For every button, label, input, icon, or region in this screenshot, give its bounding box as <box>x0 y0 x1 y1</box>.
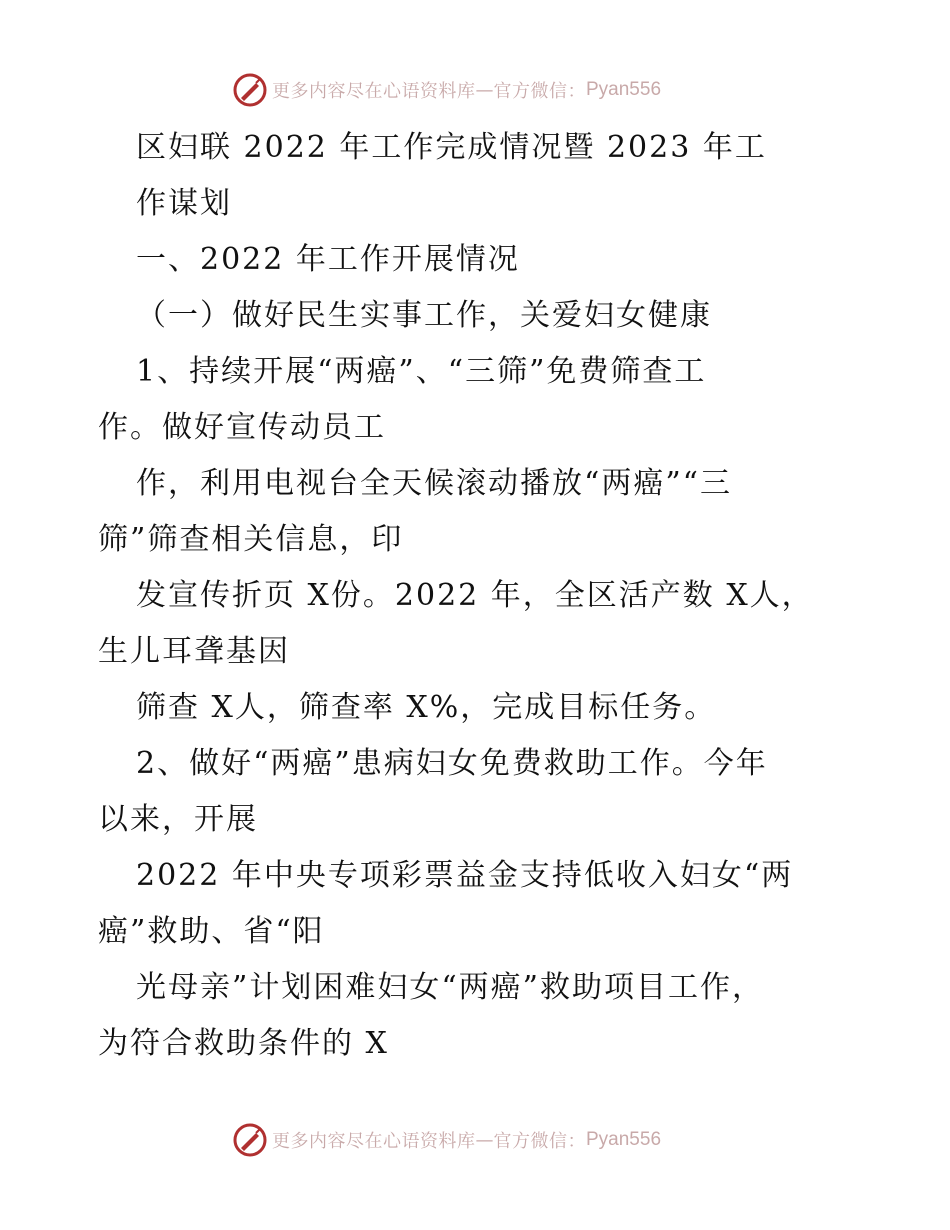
subsection-heading: （一）做好民生实事工作，关爱妇女健康 <box>136 298 712 333</box>
paragraph-line: 生儿耳聋基因 <box>98 634 290 669</box>
paragraph-line: 作。做好宣传动员工 <box>98 410 386 445</box>
paragraph-line: 光母亲”计划困难妇女“两癌”救助项目工作， <box>136 970 765 1005</box>
paragraph-line: 1、持续开展“两癌”、“三筛”免费筛查工 <box>136 354 707 389</box>
paragraph-line: 2022 年中央专项彩票益金支持低收入妇女“两 <box>136 858 794 893</box>
watermark-suffix: 官方微信： <box>493 1131 586 1152</box>
watermark-wechat-id: Pyan556 <box>586 79 662 100</box>
paragraph-line: 发宣传折页 X份。2022 年，全区活产数 X人， <box>136 578 814 613</box>
watermark-footer <box>232 1120 661 1160</box>
watermark-header <box>232 70 661 110</box>
document-body <box>98 120 848 1072</box>
pen-logo-icon <box>232 72 268 108</box>
doc-title-line-2: 作谋划 <box>136 186 232 221</box>
doc-title-line-1: 区妇联 2022 年工作完成情况暨 2023 年工 <box>136 130 767 165</box>
watermark-text: 更多内容尽在心语资料库 <box>272 81 476 102</box>
paragraph-line: 筛”筛查相关信息，印 <box>98 522 404 557</box>
section-heading: 一、2022 年工作开展情况 <box>136 242 520 277</box>
pen-logo-icon <box>232 1122 268 1158</box>
watermark-separator: — <box>475 1129 494 1151</box>
paragraph-line: 2、做好“两癌”患病妇女免费救助工作。今年 <box>136 746 768 781</box>
watermark-suffix: 官方微信： <box>493 81 586 102</box>
watermark-separator: — <box>475 79 494 101</box>
paragraph-line: 为符合救助条件的 X <box>98 1026 389 1061</box>
paragraph-line: 以来，开展 <box>98 802 258 837</box>
paragraph-line: 作，利用电视台全天候滚动播放“两癌”“三 <box>136 466 733 501</box>
paragraph-line: 筛查 X人，筛查率 X%，完成目标任务。 <box>136 690 717 725</box>
watermark-wechat-id: Pyan556 <box>586 1129 662 1150</box>
watermark-text: 更多内容尽在心语资料库 <box>272 1131 476 1152</box>
paragraph-line: 癌”救助、省“阳 <box>98 914 325 949</box>
